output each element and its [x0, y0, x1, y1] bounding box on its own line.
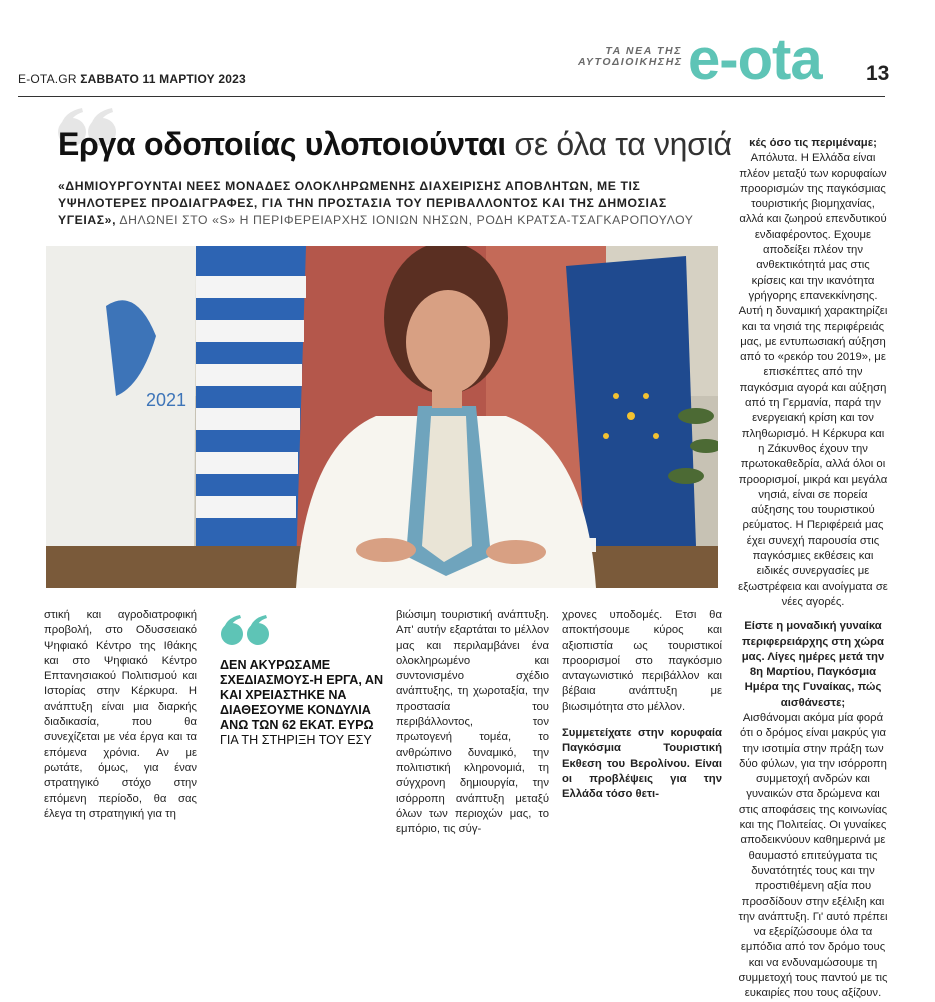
tagline-line2: ΑΥΤΟΔΙΟΙΚΗΣΗΣ: [578, 56, 683, 68]
regional-governor-photo: [46, 246, 718, 588]
standfirst-quote: «ΔΗΜΙΟΥΡΓΟΥΝΤΑΙ ΝΕΕΣ ΜΟΝΑΔΕΣ ΟΛΟΚΛΗΡΩΜΕΝΗΣ ΔΙΑΧΕΙΡΙΣΗΣ ΑΠΟΒΛΗΤΩΝ, ΜΕ ΤΙΣ ΥΨΗΛΟΤΕΡΕΣ ΠΡΟΔΙΑΓΡΑΦΕΣ, ΓΙΑ ΤΗΝ ΠΡΟΣΤΑΣΙΑ ΤΟΥ ΠΕΡΙΒΑΛΛΟΝΤΟΣ ΚΑΙ ΤΗΣ ΔΗΜΟΣΙΑΣ ΥΓΕΙΑΣ»,: [58, 179, 667, 227]
column-4-text: χρονες υποδομές. Ετσι θα αποκτήσουμε κύρος και αξιοπιστία ως τουριστικοί προορισμοί στο παγκόσμιο ανταγωνιστικό περιβάλλον και βέβαια ανάπτυξη με βιωσιμότητα στο μέλλον.: [562, 609, 722, 713]
column-3: βιώσιμη τουριστική ανάπτυξη. Απ' αυτήν εξαρτάται το μέλλον μας και περιλαμβάνει ένα ολοκληρωμένο και συντονισμένο σχέδιο ανάπτυξης, τη χωροταξία, την προστασία του περιβάλλοντος, τον πρωτογενή τομέα, το ανθρώπινο δυναμικό, την πολιτιστική κληρονομιά, τη σύγχρονη δημιουργία, την ισόρροπη ανάπτυξη μεταξύ όλων των περιοχών μας, το εμπόριο, τις σύγ-: [396, 609, 549, 836]
tagline-line1: ΤΑ ΝΕΑ ΤΗΣ: [605, 45, 682, 57]
e-ota-logo: [688, 32, 850, 88]
site-url: E-OTA.GR: [18, 72, 77, 86]
flag-year: 2021: [146, 390, 187, 410]
column-1: στική και αγροδιατροφική προβολή, στο Οδυσσειακό Ψηφιακό Κέντρο της Ιθάκης και στο Ψηφιακό Κέντρο Επτανησιακού Πολιτισμού και Ιστορίας στην Κέρκυρα. Η ανάπτυξη είναι μια διαρκής διαδικασία, που θα συνεχίζεται με νέα έργα και τα επόμενα χρόνια. Αν με ρωτάτε, όμως, για έναν στρατηγικό στόχο στην επόμενη περίοδο, θα σας έλεγα τη στρατηγική για τη: [44, 609, 197, 820]
right-column: [738, 136, 888, 1002]
pull-quote-light: ΓΙΑ ΤΗ ΣΤΗΡΙΞΗ ΤΟΥ ΕΣΥ: [220, 733, 372, 747]
question-2: Είστε η μοναδική γυναίκα περιφερειάρχης στη χώρα μας. Λίγες ημέρες μετά την 8η Μαρτίου, Παγκόσμια Ημέρα της Γυναίκας, πώς αισθάνεστε;: [741, 620, 885, 709]
standfirst-attribution: ΔΗΛΩΝΕΙ ΣΤΟ «S» Η ΠΕΡΙΦΕΡΕΙΑΡΧΗΣ ΙΟΝΙΩΝ ΝΗΣΩΝ, ΡΟΔΗ ΚΡΑΤΣΑ-ΤΣΑΓΚΑΡΟΠΟΥΛΟΥ: [119, 213, 694, 227]
page-number: 13: [866, 62, 890, 85]
article-headline: [58, 126, 732, 163]
headline-light: σε όλα τα νησιά: [514, 126, 732, 162]
pull-quote-mark-icon: [220, 614, 272, 648]
answer-2: Αισθάνομαι ακόμα μία φορά ότι ο δρόμος είναι μακρύς για την ισοτιμία στην πράξη των δύο φύλων, για την ισόρροπη συμμετοχή ανδρών και γυναικών στα δρώμενα και στις αποφάσεις της κοινωνίας και της Πολιτείας. Οι γυναίκες αποδεικνύουν καθημερινά με θαυμαστό επιτεύγματα τις δυνατότητές τους και την προστιθέμενη αξία που προσδίδουν στην εξέλιξη και την ανάπτυξη. Γι' αυτό πρέπει να εξερίζώσουμε όλα τα εμπόδια από τον δρόμο τους και να ενδυναμώσουμε τη συμμετοχή τους παντού με τις ευκαιρίες που τους αξίζουν.: [738, 711, 888, 1000]
pull-quote: [220, 658, 388, 748]
header-divider: [18, 96, 885, 97]
headline-bold: Εργα οδοποιίας υλοποιούνται: [58, 126, 506, 162]
pull-quote-bold: ΔΕΝ ΑΚΥΡΩΣΑΜΕ ΣΧΕΔΙΑΣΜΟΥΣ-Η ΕΡΓΑ, ΑΝ ΚΑΙ ΧΡΕΙΑΣΤΗΚΕ ΝΑ ΔΙΑΘΕΣΟΥΜΕ ΚΟΝΔΥΛΙΑ ΑΝΩ ΤΩΝ 62 ΕΚΑΤ. ΕΥΡΩ: [220, 658, 384, 732]
answer-1: Απόλυτα. Η Ελλάδα είναι πλέον μεταξύ των κορυφαίων προορισμών της παγκόσμιας τουριστικής βιομηχανίας, αλλά και ζωηρού επενδυτικού ενδιαφέροντος. Εχουμε αποδείξει πλέον την ανθεκτικότητά μας στις κρίσεις και την ικανότητα γρήγορης επανεκκίνησης. Αυτή η δυναμική χαρακτηρίζει και τα νησιά της περιφέρειάς μας, με εντυπωσιακή αύξηση από το «ρεκόρ του 2019», με επισκέπτες από την παγκόσμια αγορά και αύξηση από τη Γερμανία, παρά την ενεργειακή κρίση και τον πληθωρισμό. Η Κέρκυρα και η Ζάκυνθος έχουν την πρωτοκαθεδρία, αλλά όλοι οι προορισμοί, μικρά και μεγάλα νησιά, είναι σε πορεία αύξησης του τουριστικού ρεύματος. Η Περιφέρειά μας έχει συνεχή παρουσία στις παγκόσμιες εκθέσεις και ειδικές συνεργασίες με εξωστρέφεια και ανοίγματα σε νέες αγορές.: [738, 152, 888, 608]
brand-tagline: [578, 46, 682, 68]
issue-date: ΣΑΒΒΑΤΟ 11 ΜΑΡΤΙΟΥ 2023: [80, 72, 246, 86]
question-1-tail: κές όσο τις περιμέναμε;: [749, 137, 877, 149]
question-berlin: Συμμετείχατε στην κορυφαία Παγκόσμια Τουριστική Εκθεση του Βερολίνου. Είναι οι προβλέψεις για την Ελλάδα τόσο θετι-: [562, 727, 722, 801]
logo-text: e-ota: [688, 32, 822, 88]
column-4: [562, 608, 722, 803]
standfirst: [58, 178, 728, 229]
page-folio: [18, 72, 246, 86]
